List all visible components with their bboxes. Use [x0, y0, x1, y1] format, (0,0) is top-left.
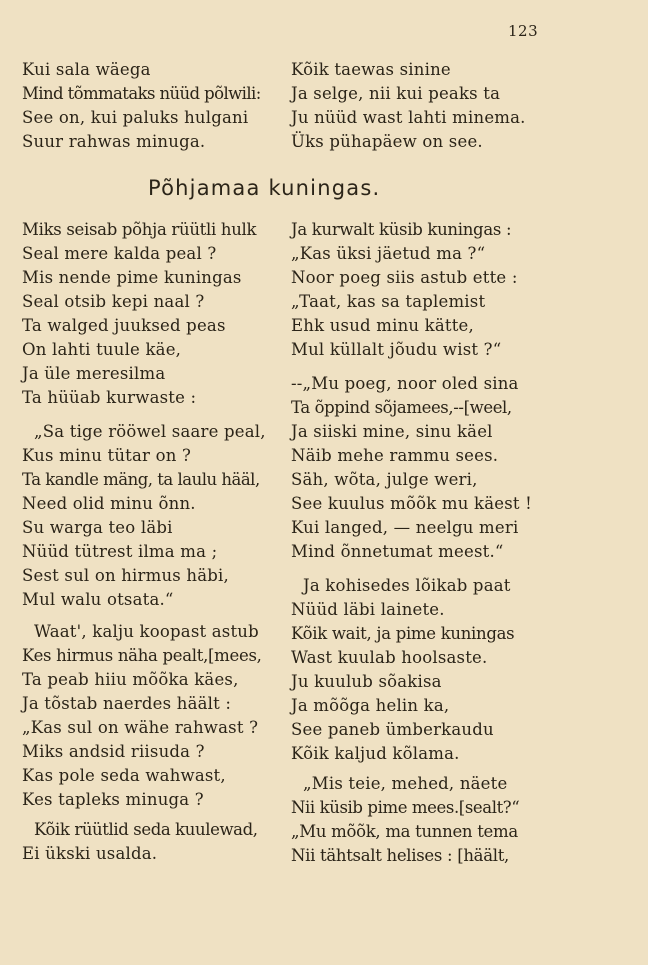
verse-line: Mind tõmmataks nüüd põlwili:: [22, 84, 261, 103]
verse-line: Miks andsid riisuda ?: [22, 742, 205, 761]
verse-line: „Mu mõõk, ma tunnen tema: [291, 822, 518, 841]
verse-line: Nii küsib pime mees.[sealt?“: [291, 798, 520, 817]
verse-line: Sest sul on hirmus häbi,: [22, 566, 229, 585]
verse-line: Kes hirmus näha pealt,[mees,: [22, 646, 262, 665]
right-stanza-3: [291, 574, 514, 766]
verse-line: Üks pühapäew on see.: [291, 132, 483, 151]
verse-line: Kus minu tütar on ?: [22, 446, 192, 465]
verse-line: Miks seisab põhja rüütli hulk: [22, 220, 257, 239]
verse-line: Ja üle meresilma: [22, 364, 166, 383]
verse-line: Su warga teo läbi: [22, 518, 173, 537]
verse-line: Mul walu otsata.“: [22, 590, 174, 609]
top-left-stanza: [22, 58, 261, 154]
verse-line: --„Mu poeg, noor oled sina: [291, 374, 519, 393]
verse-line: Nüüd läbi lainete.: [291, 600, 445, 619]
left-stanza-3: [22, 620, 262, 812]
left-stanza-1: [22, 218, 256, 410]
verse-line: „Taat, kas sa taplemist: [291, 292, 486, 311]
verse-line: Nüüd tütrest ilma ma ;: [22, 542, 218, 561]
verse-line: Ja tõstab naerdes häält :: [22, 694, 232, 713]
verse-line: Ju nüüd wast lahti minema.: [291, 108, 526, 127]
verse-line: Kõik taewas sinine: [291, 60, 451, 79]
verse-line: Ta peab hiiu mõõka käes,: [22, 670, 239, 689]
verse-line: See kuulus mõõk mu käest !: [291, 494, 532, 513]
verse-line: Säh, wõta, julge weri,: [291, 470, 478, 489]
verse-line: Wast kuulab hoolsaste.: [291, 648, 488, 667]
verse-line: Kui sala wäega: [22, 60, 151, 79]
verse-line: Ei ükski usalda.: [22, 844, 158, 863]
page-number: 123: [508, 22, 539, 40]
verse-line: Ta õppind sõjamees,--[weel,: [291, 398, 512, 417]
verse-line: Waat', kalju koopast astub: [34, 622, 259, 641]
verse-line: See on, kui paluks hulgani: [22, 108, 249, 127]
verse-line: Ja siiski mine, sinu käel: [291, 422, 493, 441]
verse-line: Kas pole seda wahwast,: [22, 766, 226, 785]
verse-line: Ju kuulub sõakisa: [291, 672, 442, 691]
right-stanza-2: [291, 372, 532, 564]
verse-line: Suur rahwas minuga.: [22, 132, 206, 151]
verse-line: Seal mere kalda peal ?: [22, 244, 217, 263]
verse-line: On lahti tuule käe,: [22, 340, 182, 359]
verse-line: „Sa tige rööwel saare peal,: [34, 422, 266, 441]
poem-title: Põhjamaa kuningas.: [148, 176, 381, 200]
verse-line: Kõik kaljud kõlama.: [291, 744, 460, 763]
verse-line: Need olid minu õnn.: [22, 494, 196, 513]
right-stanza-4: [291, 772, 519, 868]
verse-line: Noor poeg siis astub ette :: [291, 268, 518, 287]
verse-line: Ja selge, nii kui peaks ta: [291, 84, 501, 103]
verse-line: Kes tapleks minuga ?: [22, 790, 204, 809]
verse-line: Ja mõõga helin ka,: [291, 696, 450, 715]
verse-line: Kui langed, — neelgu meri: [291, 518, 519, 537]
top-right-stanza: [291, 58, 526, 154]
verse-line: „Kas üksi jäetud ma ?“: [291, 244, 486, 263]
verse-line: Kõik wait, ja pime kuningas: [291, 624, 515, 643]
verse-line: Mul küllalt jõudu wist ?“: [291, 340, 502, 359]
verse-line: See paneb ümberkaudu: [291, 720, 494, 739]
verse-line: Ja kurwalt küsib kuningas :: [291, 220, 512, 239]
verse-line: „Mis teie, mehed, näete: [303, 774, 508, 793]
verse-line: Kõik rüütlid seda kuulewad,: [34, 820, 258, 839]
verse-line: Ja kohisedes lõikab paat: [303, 576, 511, 595]
left-stanza-2: [22, 420, 266, 612]
verse-line: Näib mehe rammu sees.: [291, 446, 499, 465]
verse-line: Seal otsib kepi naal ?: [22, 292, 205, 311]
left-stanza-4: [22, 818, 258, 866]
right-stanza-1: [291, 218, 518, 362]
verse-line: Ta kandle mäng, ta laulu hääl,: [22, 470, 260, 489]
verse-line: Ta hüüab kurwaste :: [22, 388, 197, 407]
verse-line: Ehk usud minu kätte,: [291, 316, 474, 335]
verse-line: Mind õnnetumat meest.“: [291, 542, 504, 561]
verse-line: Mis nende pime kuningas: [22, 268, 242, 287]
verse-line: „Kas sul on wähe rahwast ?: [22, 718, 259, 737]
verse-line: Nii tähtsalt helises : [häält,: [291, 846, 510, 865]
verse-line: Ta walged juuksed peas: [22, 316, 226, 335]
